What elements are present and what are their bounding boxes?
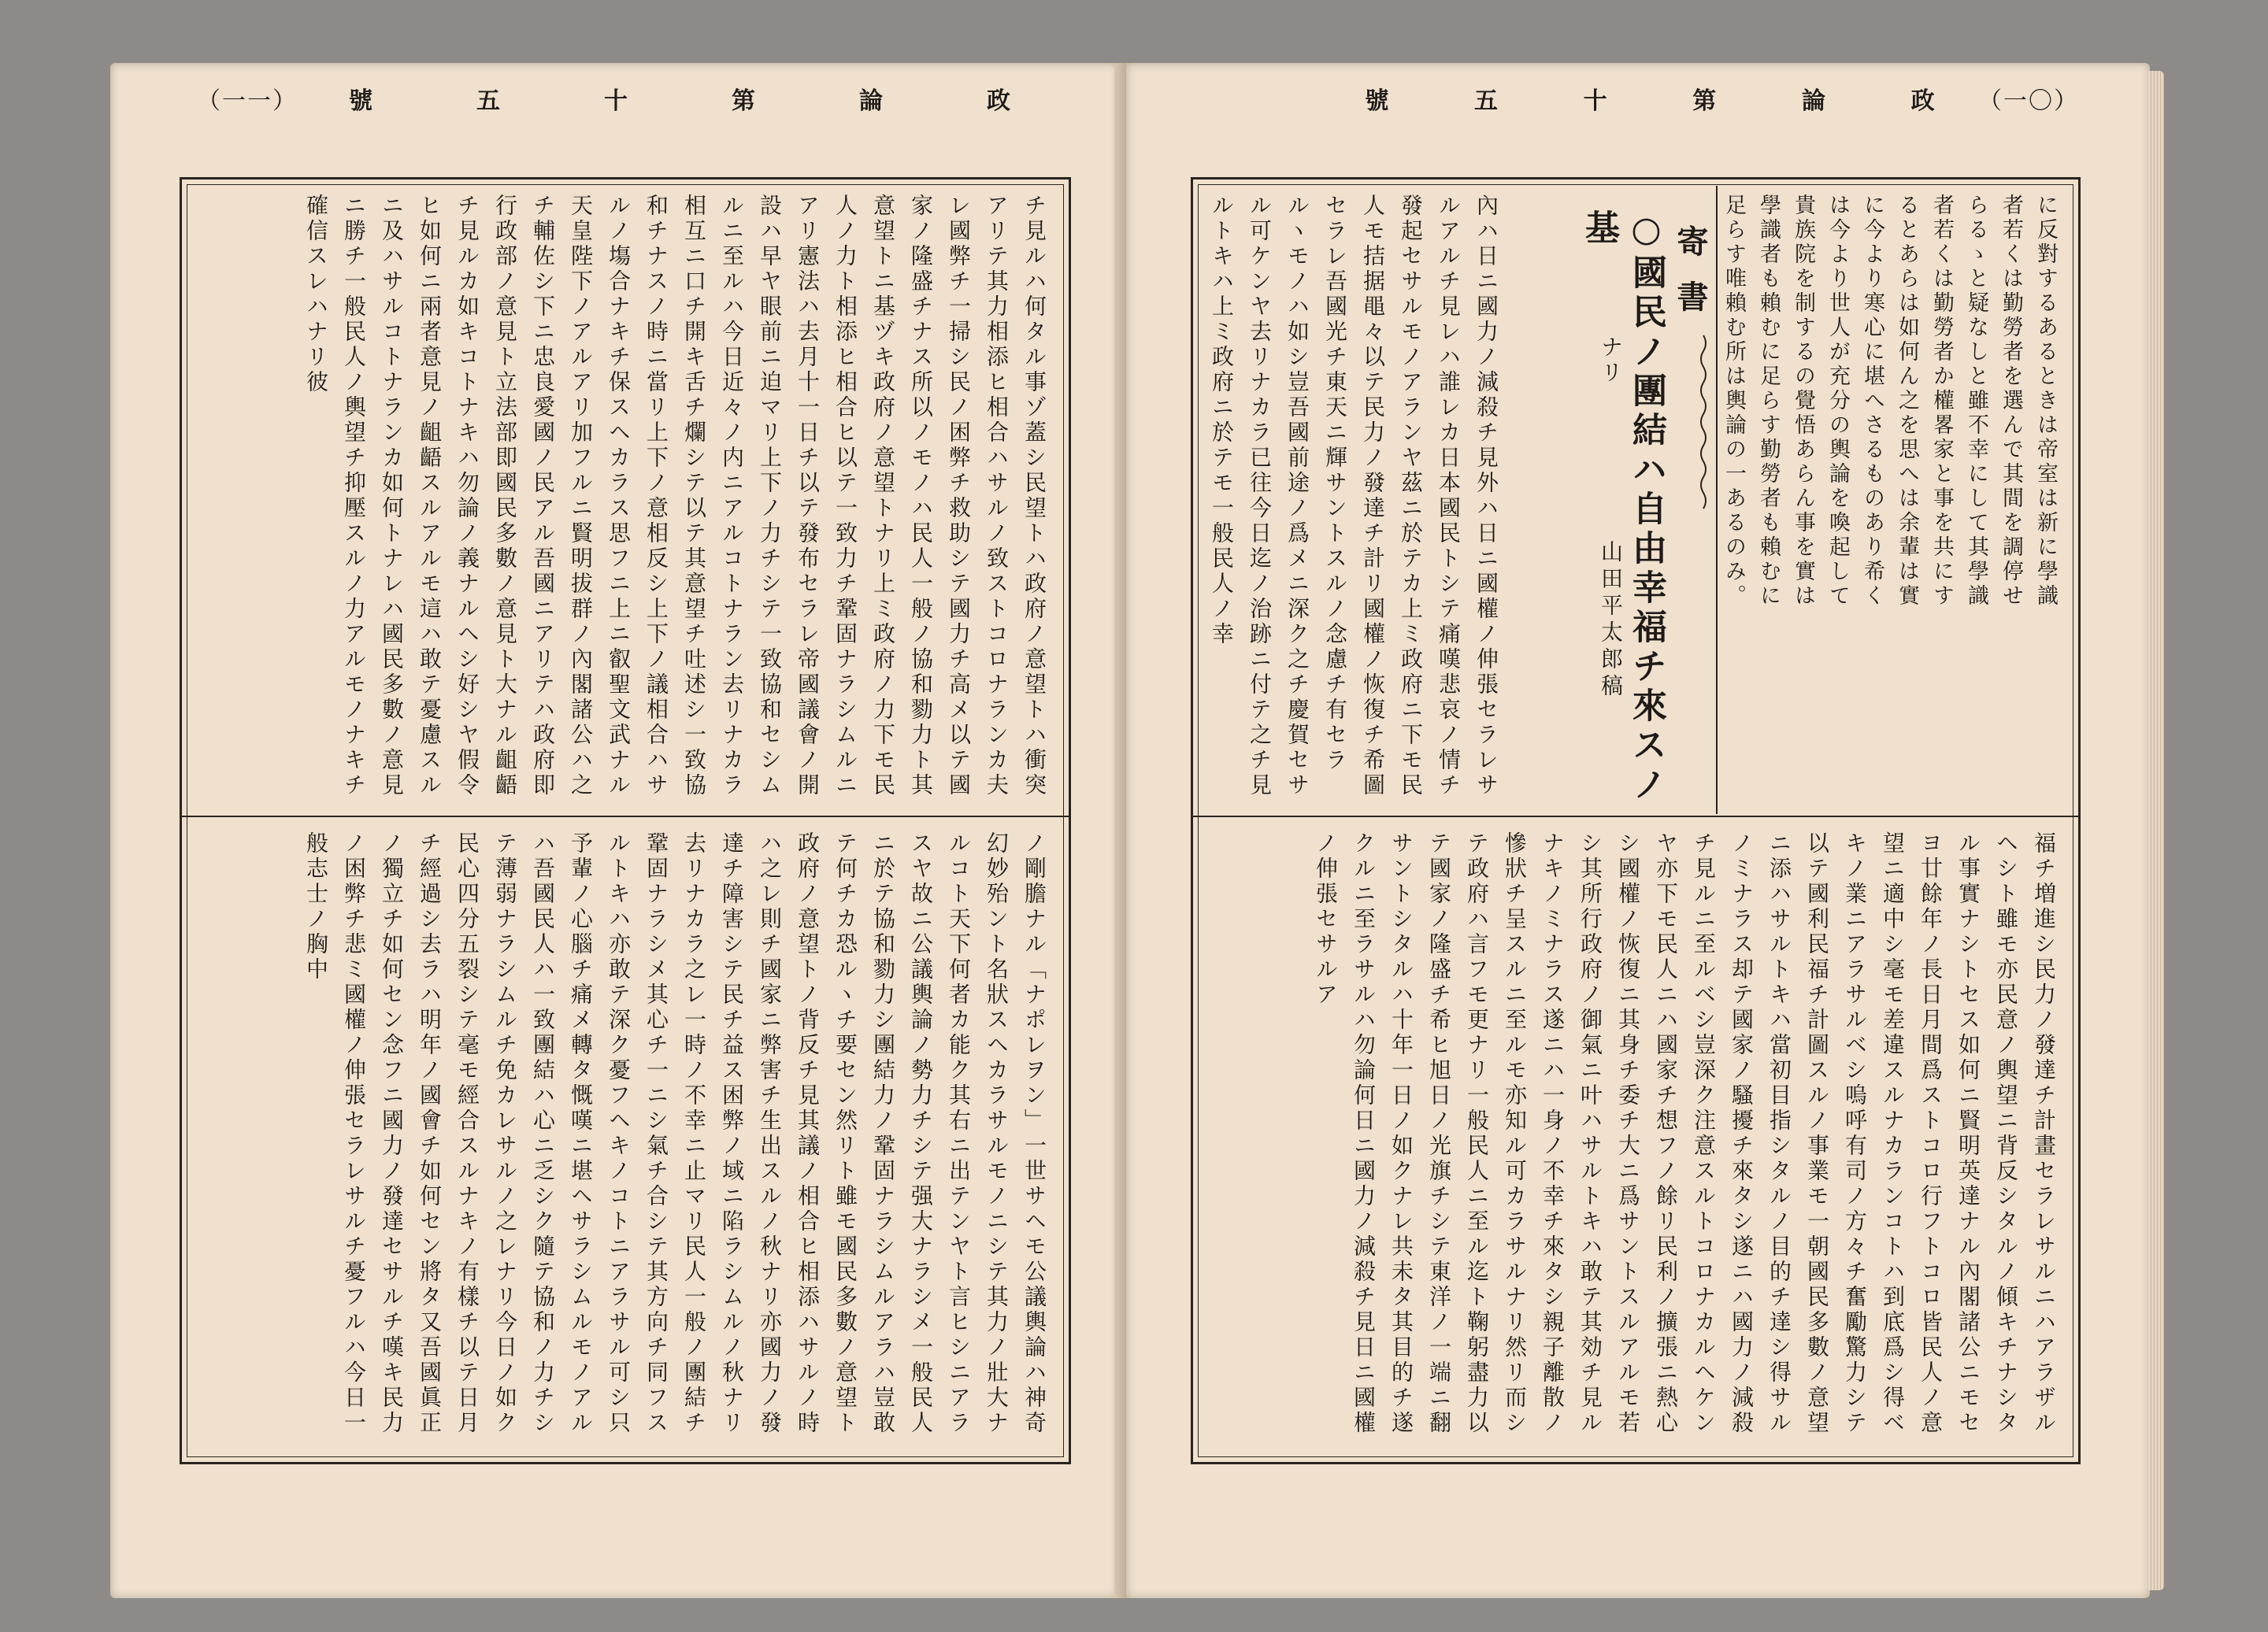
ornament-icon bbox=[1697, 335, 1710, 509]
journal-title-char: 政 bbox=[1910, 87, 1936, 115]
journal-title-char: 號 bbox=[1365, 87, 1391, 115]
journal-title-char: 第 bbox=[732, 87, 757, 115]
journal-title-char: 五 bbox=[476, 87, 502, 115]
author-byline: 山田平太郎稿 bbox=[1598, 540, 1624, 701]
journal-title-char: 十 bbox=[604, 87, 629, 115]
section-label: 寄書 bbox=[1672, 225, 1709, 335]
journal-title-char: 十 bbox=[1583, 87, 1609, 115]
left-top-text: チ見ルハ何タル事ゾ蓋シ民望トハ政府ノ意望トハ衝突アリテ其力相添ヒ相合ハサルノ致ストコロナランカ夫レ國弊チ一掃シ民ノ困弊チ救助シテ國力チ高メ以テ國家ノ隆盛チナス所以ノモノハ民人一般ノ協和勠力ト其意望トニ基ヅキ政府ノ意望トナリ上ミ政府ノ力下モ民人ノ力ト相添ヒ相合ヒ以テ一致力チ鞏固ナラシムルニアリ憲法ハ去月十一日チ以テ發布セラレ帝國議會ノ開設ハ早ヤ眼前ニ迫マリ上下ノ力チシテ一致協和セシムルニ至ルハ今日近々ノ内ニアルコトナラン去リナカラ相互ニ口チ開キ舌チ爛シテ以テ其意望チ吐述シ一致協和チナスノ時ニ當リ上下ノ意相反シ上下ノ議相合ハサルノ塲合ナキチ保スヘカラス思フニ上ニ叡聖文武ナル天皇陛下ノアルアリ加フルニ賢明拔群ノ內閣諸公ハ之チ輔佐シ下ニ忠良愛國ノ民アル吾國ニアリテハ政府即行政部ノ意見ト立法部即國民多數ノ意見ト大ナル齟齬チ見ルカ如キコトナキハ勿論ノ義ナルヘシ好シヤ假令ヒ如何ニ兩者意見ノ齟齬スルアルモ這ハ敢テ憂慮スルニ及ハサルコトナランカ如何トナレハ國民多數ノ意見ニ勝チ一般民人ノ輿望チ抑壓スルノ力アルモノナキチ確信スレハナリ彼 bbox=[303, 194, 1047, 798]
article-title: ○國民ノ團結ハ自由幸福チ來スノ基 bbox=[1579, 209, 1666, 805]
right-text-frame bbox=[1191, 177, 2081, 1464]
article-title-block bbox=[1524, 194, 1713, 808]
right-page-header bbox=[1323, 75, 2079, 122]
journal-title bbox=[298, 81, 1063, 116]
journal-title-char: 論 bbox=[1801, 87, 1827, 115]
left-text-frame bbox=[180, 177, 1071, 1464]
left-page-header bbox=[197, 75, 1063, 122]
journal-title-char: 五 bbox=[1473, 87, 1499, 115]
article-title-continuation: ナリ bbox=[1598, 335, 1624, 386]
page-number: （一〇） bbox=[1978, 87, 2079, 115]
page-edges bbox=[2148, 71, 2164, 1590]
journal-title-char: 第 bbox=[1692, 87, 1718, 115]
article-body-bottom: 福チ増進シ民力ノ發達チ計畫セラレサルニハアラザルヘシト雖モ亦民意ノ輿望ニ背反シタルノ傾キチナシタル事實ナシトセス如何ニ賢明英達ナル內閣諸公ニモセヨ廿餘年ノ長日月間爲ストコロ行フトコロ皆民人ノ意望ニ適中シ毫モ差違スルナカランコトハ到底爲シ得ベキノ業ニアラサルベシ嗚呼有司ノ方々チ奮勵驚力シテ以テ國利民福チ計圖スルノ事業モ一朝國民多數ノ意望ニ添ハサルトキハ當初目指シタルノ目的チ達シ得サルノミナラス却テ國家ノ騷擾チ來タシ遂ニハ國力ノ減殺チ見ルニ至ルベシ豈深ク注意スルトコロナカルヘケンヤ亦下モ民人ニハ國家チ想フノ餘リ民利ノ擴張ニ熱心シ國權ノ恢復ニ其身チ委チ大ニ爲サントスルアルモ若シ其所行政府ノ御氣ニ叶ハサルトキハ敢テ其効チ見ルナキノミナラス遂ニハ一身ノ不幸チ來タシ親子離散ノ慘狀チ呈スルニ至ルモ亦知ル可カラサルナリ然リ而シテ政府ハ言フモ更ナリ一般民人ニ至ル迄ト鞠躬盡力以テ國家ノ隆盛チ希ヒ旭日ノ光旗チシテ東洋ノ一端ニ翻サントシタルハ十年一日ノ如クナレ共未タ其目的チ遂クルニ至ラサルハ勿論何日ニ國力ノ減殺チ見日ニ國權ノ伸張セサルア bbox=[1313, 831, 2057, 1436]
page-number: （一一） bbox=[197, 87, 298, 115]
journal-title bbox=[1323, 81, 1978, 116]
journal-title-char: 論 bbox=[859, 87, 884, 115]
journal-title-char: 政 bbox=[987, 87, 1012, 115]
article-body-top: 內ハ日ニ國力ノ減殺チ見外ハ日ニ國權ノ伸張セラレサルアルチ見レハ誰レカ日本國民トシテ痛嘆悲哀ノ情チ發起セサルモノアランヤ茲ニ於テカ上ミ政府ニ下モ民人モ拮据黽々以テ民力ノ發達チ計リ國權ノ恢復チ希圖セラレ吾國光チ東天ニ輝サントスルノ念慮チ有セラルヽモノハ如シ豈吾國前途ノ爲メニ深ク之チ慶賀セサル可ケンヤ去リナカラ已往今日迄ノ治跡ニ付テ之チ見ルトキハ上ミ政府ニ於テモ一般民人ノ幸 bbox=[1209, 194, 1499, 798]
column-separator bbox=[1716, 186, 1718, 814]
section-divider bbox=[182, 816, 1069, 817]
left-bottom-text: ノ剛膽ナル「ナポレヲン」一世サヘモ公議輿論ハ神奇幻妙殆ント名狀スヘカラサルモノニシテ其力ノ壯大ナルコト天下何者カ能ク其右ニ出テンヤト言ヒシニアラスヤ故ニ公議輿論ノ勢力チシテ强大ナラシメ一般民人ニ於テ協和勠力シ團結力ノ鞏固ナラシムルアラハ豈敢テ何チカ恐ルヽチ要セン然リト雖モ國民多數ノ意望ト政府ノ意望トノ背反チ見其議ノ相合ヒ相添ハサルノ時ハ之レ則チ國家ニ弊害チ生出スルノ秋ナリ亦國力ノ發達チ障害シテ民チ益ス困弊ノ域ニ陷ラシムルノ秋ナリ去リナカラ之レ一時ノ不幸ニ止マリ民人一般ノ團結チ鞏固ナラシメ其心チ一ニシ氣チ合シテ其方向チ同フスルトキハ亦敢テ深ク憂フヘキノコトニアラサル可シ只予輩ノ心腦チ痛メ轉タ慨嘆ニ堪ヘサラシムルモノアルハ吾國民人ハ一致團結ハ心ニ乏シク隨テ協和ノ力チシテ薄弱ナラシムルチ免カレサルノ之レナリ今日ノ如ク民心四分五裂シテ毫モ經合スルナキノ有樣チ以テ日月チ經過シ去ラハ明年ノ國會チ如何セン將タ又吾國眞正ノ獨立チ如何セン念フニ國力ノ發達セサルチ嘆キ民力ノ困弊チ悲ミ國權ノ伸張セラレサルチ憂フルハ今日一般志士ノ胸中 bbox=[303, 831, 1047, 1436]
section-divider bbox=[1193, 816, 2078, 817]
previous-article-ending: に反對するあるときは帝室は新に學識者若くは勤勞者を選んで其間を調停せらるゝと疑なしと雖不幸にして其學識者若くは勤勞者か權畧家と事を共にするとあらは如何ん之を思へは余輩は實に今より寒心に堪へさるものあり希くは今より世人が充分の輿論を喚起して貴族院を制するの覺悟あらん事を實は學識者も賴むに足らす勤勞者も賴むに足らす唯賴む所は輿論の一あるのみ。 bbox=[1721, 194, 2058, 609]
journal-title-char: 號 bbox=[349, 87, 374, 115]
